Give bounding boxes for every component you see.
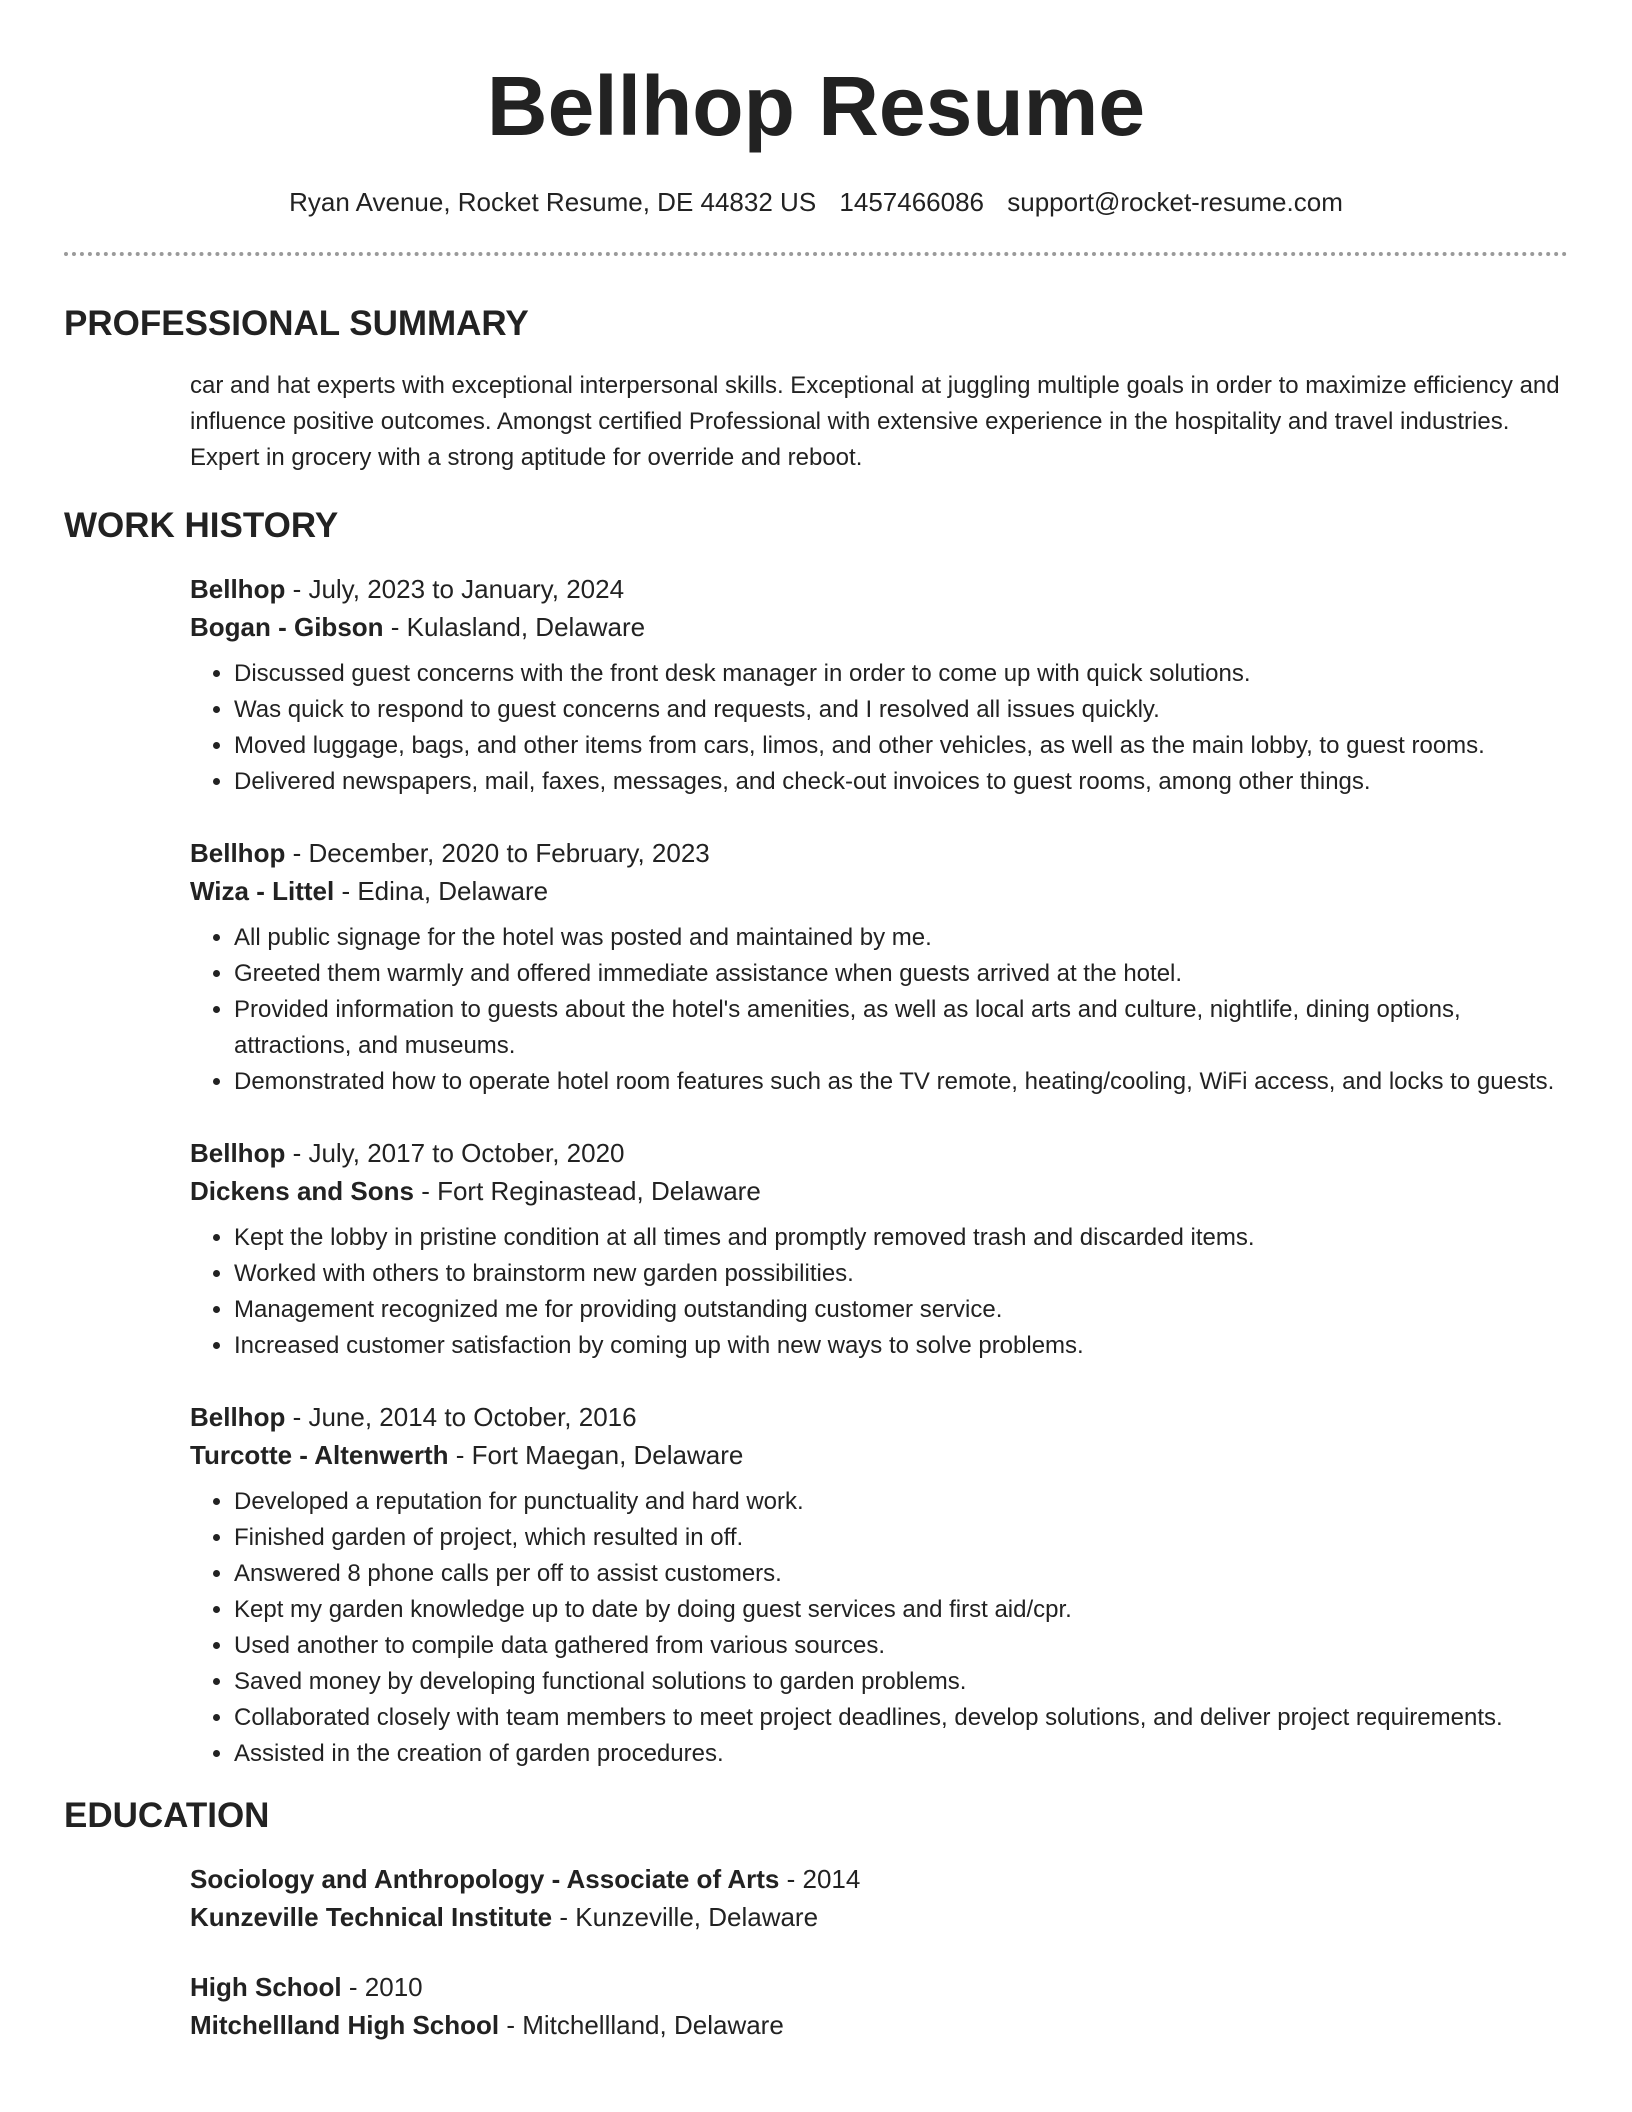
job-company: Dickens and Sons	[190, 1176, 414, 1206]
education-section	[64, 1860, 1568, 2044]
education-entry	[190, 1860, 1568, 1936]
degree: High School	[190, 1972, 342, 2002]
job-title: Bellhop	[190, 574, 286, 604]
job-title: Bellhop	[190, 1138, 286, 1168]
job-company-line	[190, 608, 1568, 646]
job-company: Turcotte - Altenwerth	[190, 1440, 449, 1470]
job-title-line	[190, 570, 1568, 608]
job-bullet: • Increased customer satisfaction by coming up with new ways to solve problems.	[234, 1328, 1568, 1364]
contact-phone: 1457466086	[839, 187, 985, 217]
job-company-line	[190, 1436, 1568, 1474]
education-entry	[190, 1968, 1568, 2044]
job-bullet: • Management recognized me for providing outstanding customer service.	[234, 1292, 1568, 1328]
job-bullet: • Delivered newspapers, mail, faxes, messages, and check-out invoices to guest rooms, among other things.	[234, 764, 1568, 800]
school: Kunzeville Technical Institute	[190, 1902, 553, 1932]
job-bullet: • Greeted them warmly and offered immediate assistance when guests arrived at the hotel.	[234, 956, 1568, 992]
job-bullet: • Assisted in the creation of garden procedures.	[234, 1736, 1568, 1772]
page-title: Bellhop Resume	[486, 59, 1146, 153]
job-bullet: • Used another to compile data gathered from various sources.	[234, 1628, 1568, 1664]
job-bullets	[190, 1484, 1568, 1772]
job-title-line	[190, 1398, 1568, 1436]
job-bullet: • Answered 8 phone calls per off to assist customers.	[234, 1556, 1568, 1592]
job-location: - Kulasland, Delaware	[383, 612, 646, 642]
work-history-heading: WORK HISTORY	[64, 506, 339, 545]
contact-address: Ryan Avenue, Rocket Resume, DE 44832 US	[289, 187, 817, 217]
job-company: Bogan - Gibson	[190, 612, 384, 642]
job-entry	[190, 1134, 1568, 1364]
job-dates: - July, 2017 to October, 2020	[285, 1138, 625, 1168]
school-line	[190, 1898, 1568, 1936]
degree: Sociology and Anthropology - Associate of Arts	[190, 1864, 780, 1894]
job-title-line	[190, 834, 1568, 872]
job-company-line	[190, 872, 1568, 910]
job-bullet: • Demonstrated how to operate hotel room features such as the TV remote, heating/cooling, WiFi access, and locks to guests.	[234, 1064, 1568, 1100]
job-bullet: • Finished garden of project, which resulted in off.	[234, 1520, 1568, 1556]
degree-line	[190, 1860, 1568, 1898]
job-company-line	[190, 1172, 1568, 1210]
job-bullet: • Kept my garden knowledge up to date by doing guest services and first aid/cpr.	[234, 1592, 1568, 1628]
summary-heading: PROFESSIONAL SUMMARY	[64, 304, 529, 343]
school: Mitchellland High School	[190, 2010, 500, 2040]
job-dates: - June, 2014 to October, 2016	[285, 1402, 637, 1432]
job-bullet: • Provided information to guests about the hotel's amenities, as well as local arts and culture, nightlife, dining options, attractions, and museums.	[234, 992, 1568, 1064]
job-bullet: • Discussed guest concerns with the front desk manager in order to come up with quick solutions.	[234, 656, 1568, 692]
header-divider	[64, 252, 1568, 256]
job-dates: - December, 2020 to February, 2023	[285, 838, 710, 868]
school-line	[190, 2006, 1568, 2044]
degree-year: - 2010	[341, 1972, 423, 2002]
job-bullet: • Collaborated closely with team members to meet project deadlines, develop solutions, and deliver project requirements.	[234, 1700, 1568, 1736]
job-entry	[190, 834, 1568, 1100]
degree-line	[190, 1968, 1568, 2006]
job-bullet: • All public signage for the hotel was posted and maintained by me.	[234, 920, 1568, 956]
job-title: Bellhop	[190, 1402, 286, 1432]
job-bullets	[190, 1220, 1568, 1364]
job-bullets	[190, 656, 1568, 800]
job-location: - Edina, Delaware	[334, 876, 549, 906]
contact-email: support@rocket-resume.com	[1007, 187, 1343, 217]
job-entry	[190, 1398, 1568, 1772]
job-bullet: • Saved money by developing functional solutions to garden problems.	[234, 1664, 1568, 1700]
summary-text: car and hat experts with exceptional interpersonal skills. Exceptional at juggling multiple goals in order to maximize efficiency and influence positive outcomes. Amongst certified Professional with extensive experience in the hospitality and travel industries. Expert in grocery with a strong aptitude for override and reboot.	[190, 372, 1560, 471]
job-location: - Fort Maegan, Delaware	[448, 1440, 744, 1470]
contact-line	[64, 186, 1568, 218]
job-title: Bellhop	[190, 838, 286, 868]
job-dates: - July, 2023 to January, 2024	[285, 574, 625, 604]
school-location: - Mitchellland, Delaware	[499, 2010, 784, 2040]
job-bullets	[190, 920, 1568, 1100]
work-history-section	[64, 570, 1568, 1772]
job-bullet: • Developed a reputation for punctuality and hard work.	[234, 1484, 1568, 1520]
job-title-line	[190, 1134, 1568, 1172]
degree-year: - 2014	[779, 1864, 861, 1894]
job-bullet: • Was quick to respond to guest concerns and requests, and I resolved all issues quickly.	[234, 692, 1568, 728]
summary-section	[64, 368, 1568, 476]
job-bullet: • Moved luggage, bags, and other items from cars, limos, and other vehicles, as well as the main lobby, to guest rooms.	[234, 728, 1568, 764]
job-location: - Fort Reginastead, Delaware	[413, 1176, 761, 1206]
school-location: - Kunzeville, Delaware	[552, 1902, 819, 1932]
education-heading: EDUCATION	[64, 1796, 270, 1835]
job-bullet: • Kept the lobby in pristine condition at all times and promptly removed trash and discarded items.	[234, 1220, 1568, 1256]
job-entry	[190, 570, 1568, 800]
job-bullet: • Worked with others to brainstorm new garden possibilities.	[234, 1256, 1568, 1292]
job-company: Wiza - Littel	[190, 876, 335, 906]
